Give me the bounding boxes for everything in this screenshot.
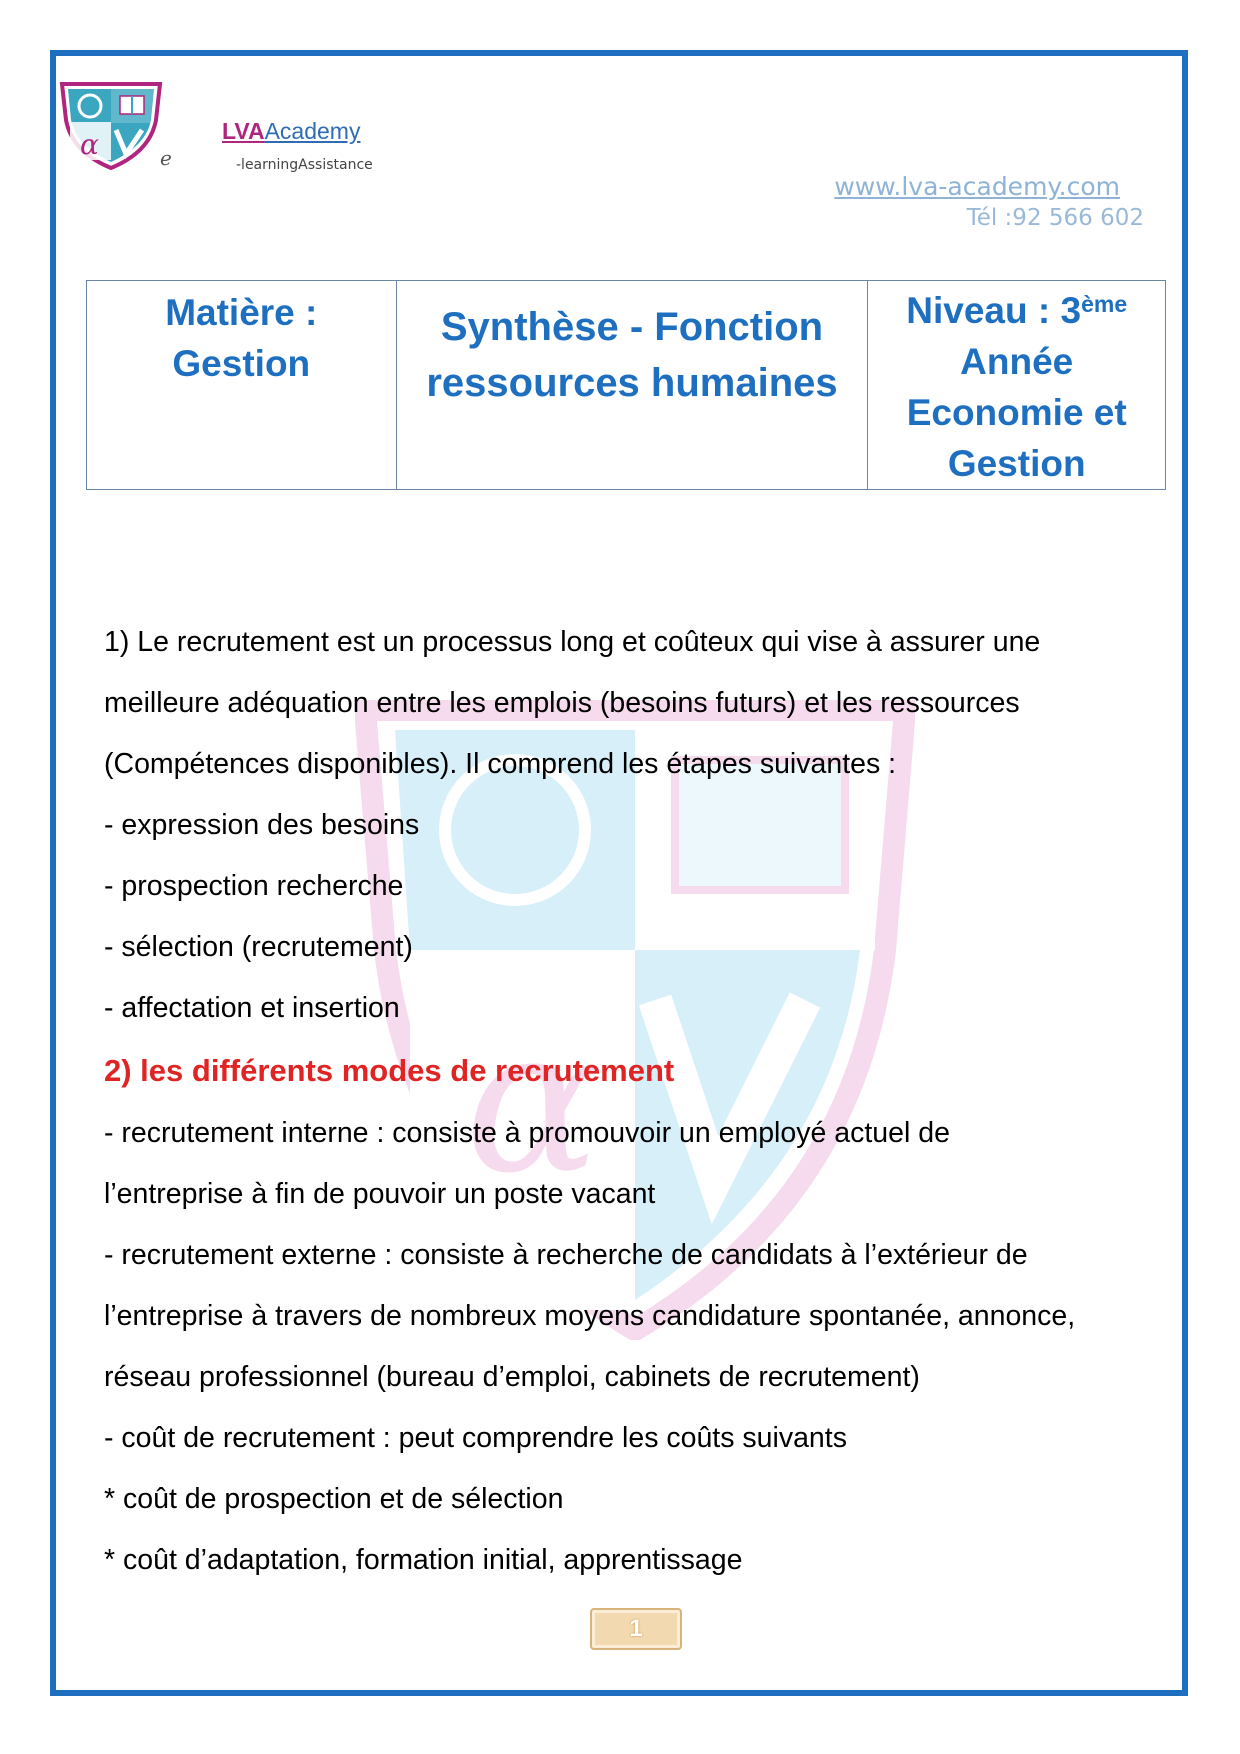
document-title-line1: Synthèse - Fonction xyxy=(440,305,824,349)
body-line: réseau professionnel (bureau d’emploi, cabinets de recrutement) xyxy=(104,1361,920,1393)
shield-logo-icon xyxy=(58,80,164,170)
title-table xyxy=(86,280,1166,490)
level-sup: ème xyxy=(1081,291,1128,317)
level-line3: Economie et xyxy=(906,392,1127,433)
level-prefix: Niveau : 3 xyxy=(906,290,1082,331)
brand-tagline: -learningAssistance xyxy=(236,157,373,173)
level-line4: Gestion xyxy=(947,443,1086,484)
level-line1 xyxy=(876,285,1157,336)
body-line: - coût de recrutement : peut comprendre les coûts suivants xyxy=(104,1422,847,1454)
list-item: - prospection recherche xyxy=(104,870,404,902)
level-cell xyxy=(868,281,1166,490)
svg-text:α: α xyxy=(465,985,601,1218)
section-heading: 2) les différents modes de recrutement xyxy=(104,1053,675,1088)
document-body xyxy=(104,612,1164,1591)
brand-prefix: LVA xyxy=(222,118,265,144)
list-item: - affectation et insertion xyxy=(104,992,400,1024)
phone-number: Tél :92 566 602 xyxy=(966,205,1144,231)
level-line2: Année xyxy=(960,341,1074,382)
brand-suffix: Academy xyxy=(264,118,361,144)
document-title-cell xyxy=(396,281,868,490)
body-line: - recrutement interne : consiste à promouvoir un employé actuel de xyxy=(104,1117,950,1149)
subject-cell xyxy=(87,281,397,490)
body-line: - recrutement externe : consiste à recherche de candidats à l’extérieur de xyxy=(104,1239,1028,1271)
page-number: 1 xyxy=(590,1608,682,1650)
alpha-icon: α xyxy=(80,128,99,161)
body-line: meilleure adéquation entre les emplois (besoins futurs) et les ressources xyxy=(104,687,1020,719)
list-item: - sélection (recrutement) xyxy=(104,931,413,963)
logo-e-letter: e xyxy=(160,146,172,170)
subject-value: Gestion xyxy=(172,343,311,384)
body-line: l’entreprise à fin de pouvoir un poste vacant xyxy=(104,1178,656,1210)
list-item: * coût d’adaptation, formation initial, apprentissage xyxy=(104,1544,743,1576)
body-line: (Compétences disponibles). Il comprend les étapes suivantes : xyxy=(104,748,897,780)
document-title-line2: ressources humaines xyxy=(426,361,838,405)
list-item: * coût de prospection et de sélection xyxy=(104,1483,564,1515)
list-item: - expression des besoins xyxy=(104,809,420,841)
body-line: l’entreprise à travers de nombreux moyens candidature spontanée, annonce, xyxy=(104,1300,1076,1332)
website-link[interactable]: www.lva-academy.com xyxy=(834,172,1120,201)
body-line: 1) Le recrutement est un processus long et coûteux qui vise à assurer une xyxy=(104,626,1041,658)
brand-name[interactable] xyxy=(222,120,360,143)
subject-label: Matière : xyxy=(165,292,318,333)
